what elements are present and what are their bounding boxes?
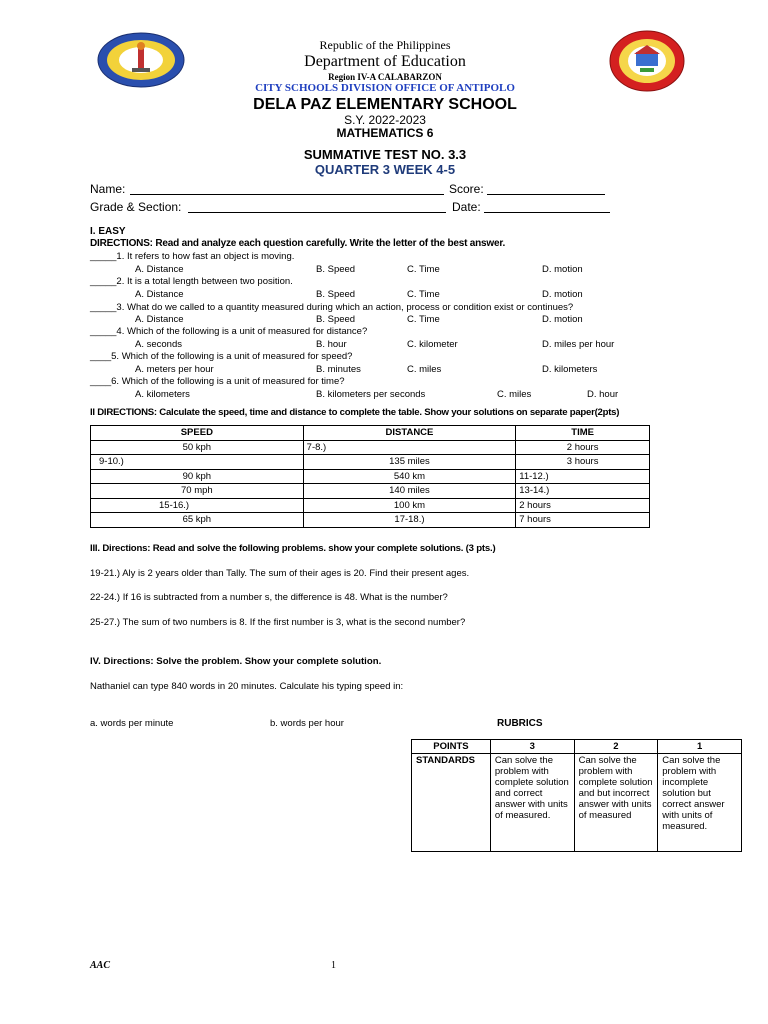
school-name: DELA PAZ ELEMENTARY SCHOOL — [253, 96, 517, 113]
table-cell[interactable]: 90 kph — [91, 469, 304, 484]
table-cell[interactable]: 540 km — [303, 469, 516, 484]
rubrics-table — [411, 739, 742, 852]
question-3: _____3. What do we called to a quantity measured during which an action, process or condition exist or continues? — [90, 302, 574, 313]
table-row — [91, 498, 650, 513]
part4-problem: Nathaniel can type 840 words in 20 minutes. Calculate his typing speed in: — [90, 681, 404, 692]
column-header-speed: SPEED — [91, 426, 304, 441]
rubric-cell-3: Can solve the problem with complete solution and correct answer with units of measured. — [490, 754, 574, 852]
table-cell[interactable]: 13-14.) — [516, 484, 650, 499]
table-cell[interactable]: 15-16.) — [91, 498, 304, 513]
date-label: Date: — [452, 200, 481, 214]
rubric-header-points: POINTS — [412, 740, 491, 754]
q2-option-b: B. Speed — [316, 289, 356, 300]
table-cell[interactable]: 9-10.) — [91, 455, 304, 470]
rubric-row-label: STANDARDS — [412, 754, 491, 852]
rubric-header-3: 3 — [490, 740, 574, 754]
page-number: 1 — [331, 960, 336, 971]
rubric-header-row — [412, 740, 742, 754]
division-line: CITY SCHOOLS DIVISION OFFICE OF ANTIPOLO — [255, 82, 515, 94]
name-field[interactable] — [130, 182, 444, 195]
quarter-title: QUARTER 3 WEEK 4-5 — [314, 162, 456, 177]
q1-option-a: A. Distance — [135, 264, 184, 275]
problem-19-21: 19-21.) Aly is 2 years older than Tally. The sum of their ages is 20. Find their present ages. — [90, 568, 470, 579]
q6-option-d: D. hour — [587, 389, 619, 400]
department-line: Department of Education — [304, 53, 466, 70]
footer-initials: AAC — [90, 960, 111, 971]
q5-option-d: D. kilometers — [542, 364, 598, 375]
region-line: Region IV-A CALABARZON — [328, 72, 442, 82]
rubric-cell-1: Can solve the problem with incomplete solution but correct answer with units of measured. — [658, 754, 742, 852]
table-cell[interactable]: 17-18.) — [303, 513, 516, 528]
table-cell[interactable]: 100 km — [303, 498, 516, 513]
subject-title: MATHEMATICS 6 — [336, 126, 434, 140]
rubrics-title: RUBRICS — [497, 718, 543, 729]
table-cell[interactable]: 11-12.) — [516, 469, 650, 484]
table-row — [91, 440, 650, 455]
table-row — [91, 469, 650, 484]
column-header-time: TIME — [516, 426, 650, 441]
q5-option-b: B. minutes — [316, 364, 361, 375]
question-1: _____1. It refers to how fast an object is moving. — [90, 251, 295, 262]
table-row — [91, 484, 650, 499]
q1-option-b: B. Speed — [316, 264, 356, 275]
question-2: _____2. It is a total length between two position. — [90, 276, 293, 287]
part4-item-a: a. words per minute — [90, 718, 174, 729]
grade-section-field[interactable] — [188, 200, 446, 213]
score-label: Score: — [449, 182, 484, 196]
table-cell[interactable]: 70 mph — [91, 484, 304, 499]
column-header-distance: DISTANCE — [303, 426, 516, 441]
part2-directions: II DIRECTIONS: Calculate the speed, time and distance to complete the table. Show your solutions on separate paper(2pts) — [90, 407, 620, 418]
q1-option-d: D. motion — [542, 264, 583, 275]
q4-option-a: A. seconds — [135, 339, 182, 350]
problem-25-27: 25-27.) The sum of two numbers is 8. If the first number is 3, what is the second number? — [90, 617, 466, 628]
deped-logo — [96, 32, 186, 88]
table-cell[interactable]: 2 hours — [516, 440, 650, 455]
score-field[interactable] — [487, 182, 605, 195]
grade-section-label: Grade & Section: — [90, 200, 182, 214]
q5-option-c: C. miles — [407, 364, 442, 375]
problem-22-24: 22-24.) If 16 is subtracted from a number s, the difference is 48. What is the number? — [90, 592, 448, 603]
name-label: Name: — [90, 182, 126, 196]
q2-option-c: C. Time — [407, 289, 440, 300]
question-4: _____4. Which of the following is a unit of measured for distance? — [90, 326, 368, 337]
part1-heading: I. EASY — [90, 226, 126, 237]
table-cell[interactable]: 140 miles — [303, 484, 516, 499]
table-cell[interactable]: 2 hours — [516, 498, 650, 513]
q2-option-a: A. Distance — [135, 289, 184, 300]
date-field[interactable] — [484, 200, 610, 213]
table-cell[interactable]: 50 kph — [91, 440, 304, 455]
table-cell[interactable]: 3 hours — [516, 455, 650, 470]
table-cell[interactable]: 135 miles — [303, 455, 516, 470]
q1-option-c: C. Time — [407, 264, 440, 275]
part4-directions: IV. Directions: Solve the problem. Show your complete solution. — [90, 656, 382, 667]
table-row — [91, 455, 650, 470]
q4-option-c: C. kilometer — [407, 339, 458, 350]
q4-option-b: B. hour — [316, 339, 347, 350]
table-cell[interactable]: 7 hours — [516, 513, 650, 528]
part4-item-b: b. words per hour — [270, 718, 344, 729]
part1-directions: DIRECTIONS: Read and analyze each question carefully. Write the letter of the best answer. — [90, 238, 506, 249]
rubric-row — [412, 754, 742, 852]
q6-option-a: A. kilometers — [135, 389, 190, 400]
q5-option-a: A. meters per hour — [135, 364, 214, 375]
question-6: ____6. Which of the following is a unit of measured for time? — [90, 376, 345, 387]
rubric-header-1: 1 — [658, 740, 742, 754]
school-year: S.Y. 2022-2023 — [344, 113, 426, 127]
table-cell[interactable]: 65 kph — [91, 513, 304, 528]
test-title: SUMMATIVE TEST NO. 3.3 — [303, 147, 467, 162]
speed-distance-time-table — [90, 425, 650, 528]
rubric-header-2: 2 — [574, 740, 658, 754]
table-cell[interactable]: 7-8.) — [303, 440, 516, 455]
question-5: ____5. Which of the following is a unit of measured for speed? — [90, 351, 353, 362]
q3-option-a: A. Distance — [135, 314, 184, 325]
table-header-row — [91, 426, 650, 441]
q2-option-d: D. motion — [542, 289, 583, 300]
q3-option-b: B. Speed — [316, 314, 356, 325]
q3-option-c: C. Time — [407, 314, 440, 325]
part3-directions: III. Directions: Read and solve the following problems. show your complete solutions. (3 pts.) — [90, 543, 496, 554]
rubric-cell-2: Can solve the problem with complete solution and but incorrect answer with units of measured — [574, 754, 658, 852]
school-logo — [608, 30, 686, 92]
q3-option-d: D. motion — [542, 314, 583, 325]
q6-option-c: C. miles — [497, 389, 532, 400]
republic-line: Republic of the Philippines — [319, 38, 451, 52]
q6-option-b: B. kilometers per seconds — [316, 389, 426, 400]
table-row — [91, 513, 650, 528]
q4-option-d: D. miles per hour — [542, 339, 615, 350]
